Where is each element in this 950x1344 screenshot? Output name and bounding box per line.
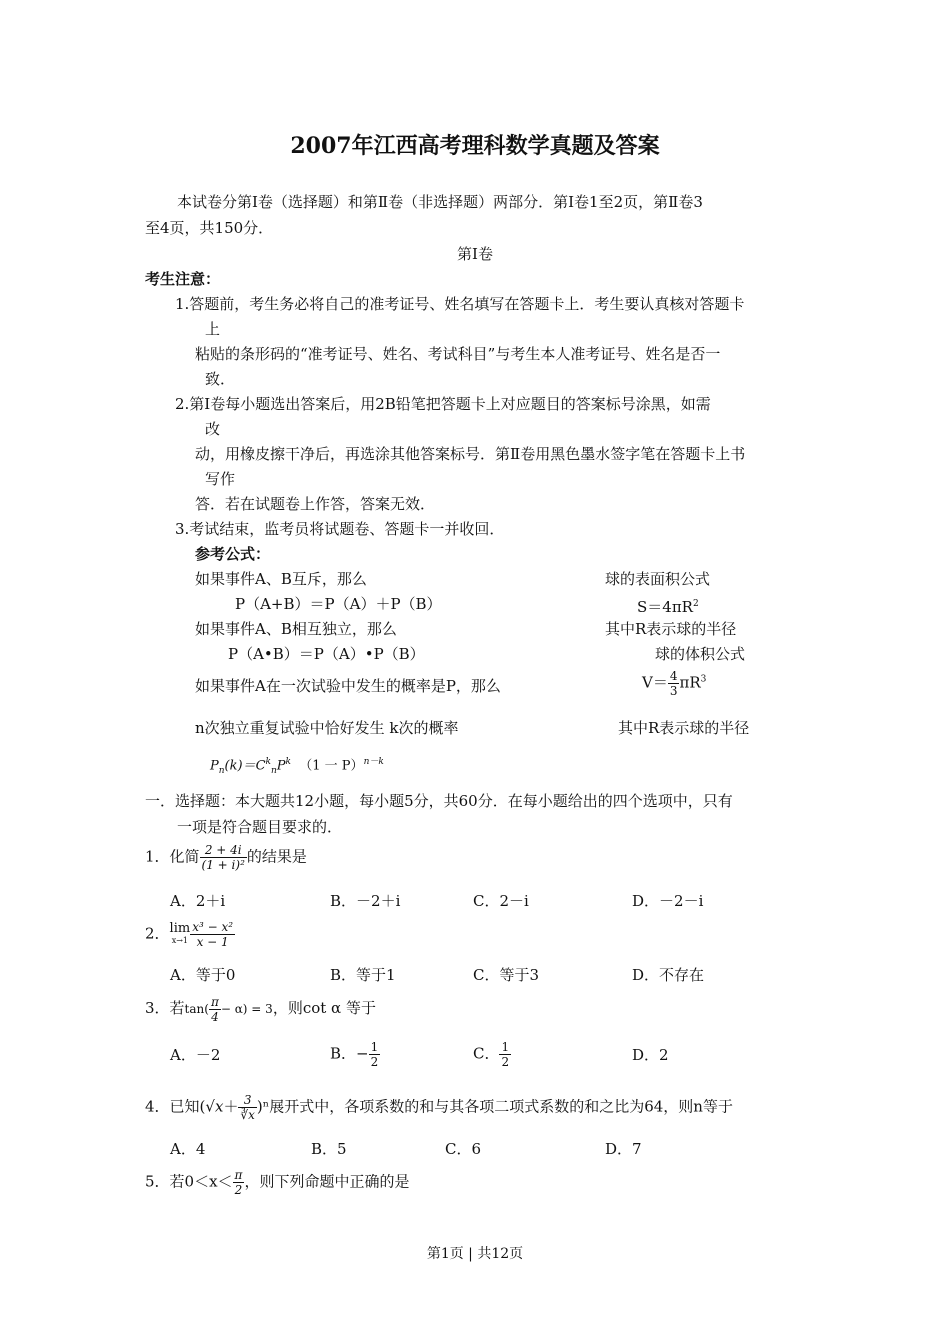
notice-item-1d: 致． — [205, 370, 236, 388]
formula-left-4: P（A•B）＝P（A）•P（B） — [228, 645, 425, 663]
q4-option-a: A．4 — [170, 1140, 206, 1158]
part1-heading: 第Ⅰ卷 — [457, 245, 493, 263]
notice-item-2c: 动，用橡皮擦干净后，再选涂其他答案标号．第Ⅱ卷用黑色墨水签字笔在答题卡上书 — [195, 445, 746, 463]
formula-left-6: n次独立重复试验中恰好发生 k次的概率 — [195, 719, 459, 737]
q2-option-c: C．等于3 — [473, 966, 540, 984]
formula-left-2: P（A+B）＝P（A）＋P（B） — [235, 595, 442, 613]
section1-line-1: 一．选择题：本大题共12小题，每小题5分，共60分．在每小题给出的四个选项中，只有 — [145, 792, 733, 810]
q2-option-b: B．等于1 — [330, 966, 396, 984]
page-title: 2007年江西高考理科数学真题及答案 — [290, 133, 660, 159]
page-footer: 第1页 | 共12页 — [426, 1246, 524, 1262]
question-5: 5．若0＜x＜ $\frac{\pi}{2}$ ，则下列命题中正确的是 — [145, 1168, 410, 1197]
binomial-formula: $P_n(k)=C^k_nP^k$ （1 一 P）$^{n-k}$ — [210, 757, 384, 776]
formula-right-5: V＝ $\frac{4}{3}$ $\pi R^3$ — [642, 669, 707, 698]
notice-item-2a: 2.第Ⅰ卷每小题选出答案后，用2B铅笔把答题卡上对应题目的答案标号涂黑，如需 — [175, 395, 711, 413]
q1-option-c: C．2－i — [473, 892, 529, 910]
q3-option-b: B．− $\frac{1}{2}$ — [330, 1040, 379, 1069]
q1-option-d: D．－2－i — [632, 892, 704, 910]
notice-item-1b: 上 — [205, 320, 221, 338]
q1-option-b: B．－2＋i — [330, 892, 401, 910]
formula-left-5: 如果事件A在一次试验中发生的概率是P，那么 — [195, 677, 501, 695]
question-4: 4．已知(√x＋ $\frac{3}{∛x}$ )ⁿ展开式中，各项系数的和与其各项二项式系数的和之比为64，则n等于 — [145, 1093, 733, 1122]
q4-option-d: D．7 — [605, 1140, 642, 1158]
notice-item-3: 3.考试结束，监考员将试题卷、答题卡一并收回． — [175, 520, 505, 538]
formula-left-3: 如果事件A、B相互独立，那么 — [195, 620, 397, 638]
notice-item-1c: 粘贴的条形码的“准考证号、姓名、考试科目”与考生本人准考证号、姓名是否一 — [195, 345, 721, 363]
section1-line-2: 一项是符合题目要求的． — [177, 818, 343, 836]
question-3: 3．若tan( $\frac{\pi}{4}$ − α) = 3，则cot α 等于 — [145, 995, 376, 1024]
q3-option-c: C． $\frac{1}{2}$ — [473, 1040, 510, 1069]
notice-item-2d: 写作 — [205, 470, 236, 488]
formula-left-1: 如果事件A、B互斥，那么 — [195, 570, 367, 588]
formula-right-2: $S=4\pi R^2$ — [637, 598, 699, 616]
notice-item-1a: 1.答题前，考生务必将自己的准考证号、姓名填写在答题卡上．考生要认真核对答题卡 — [175, 295, 745, 313]
q2-option-d: D．不存在 — [632, 966, 705, 984]
question-2: 2． lim x→1 $\frac{\text{x³ − x²}}{x - 1}$ — [145, 920, 234, 949]
formula-right-3: 其中R表示球的半径 — [605, 620, 737, 638]
q1-option-a: A．2＋i — [170, 892, 226, 910]
intro-line-2: 至4页，共150分． — [145, 219, 274, 237]
q4-option-b: B．5 — [311, 1140, 347, 1158]
notice-item-2b: 改 — [205, 420, 221, 438]
notice-heading: 考生注意： — [145, 270, 221, 288]
formula-right-6: 其中R表示球的半径 — [618, 719, 750, 737]
q3-option-a: A．－2 — [170, 1046, 221, 1064]
intro-line-1: 本试卷分第Ⅰ卷（选择题）和第Ⅱ卷（非选择题）两部分．第Ⅰ卷1至2页，第Ⅱ卷3 — [177, 193, 703, 211]
formulas-heading: 参考公式： — [195, 545, 271, 563]
notice-item-2e: 答．若在试题卷上作答，答案无效． — [195, 495, 436, 513]
question-1: 1．化简 $\frac{2 + 4i}{\text{(1 + i)²}}$ 的结果是 — [145, 843, 307, 872]
formula-right-1: 球的表面积公式 — [605, 570, 711, 588]
q4-option-c: C．6 — [445, 1140, 482, 1158]
q3-option-d: D．2 — [632, 1046, 669, 1064]
q2-option-a: A．等于0 — [170, 966, 236, 984]
formula-right-4: 球的体积公式 — [655, 645, 746, 663]
